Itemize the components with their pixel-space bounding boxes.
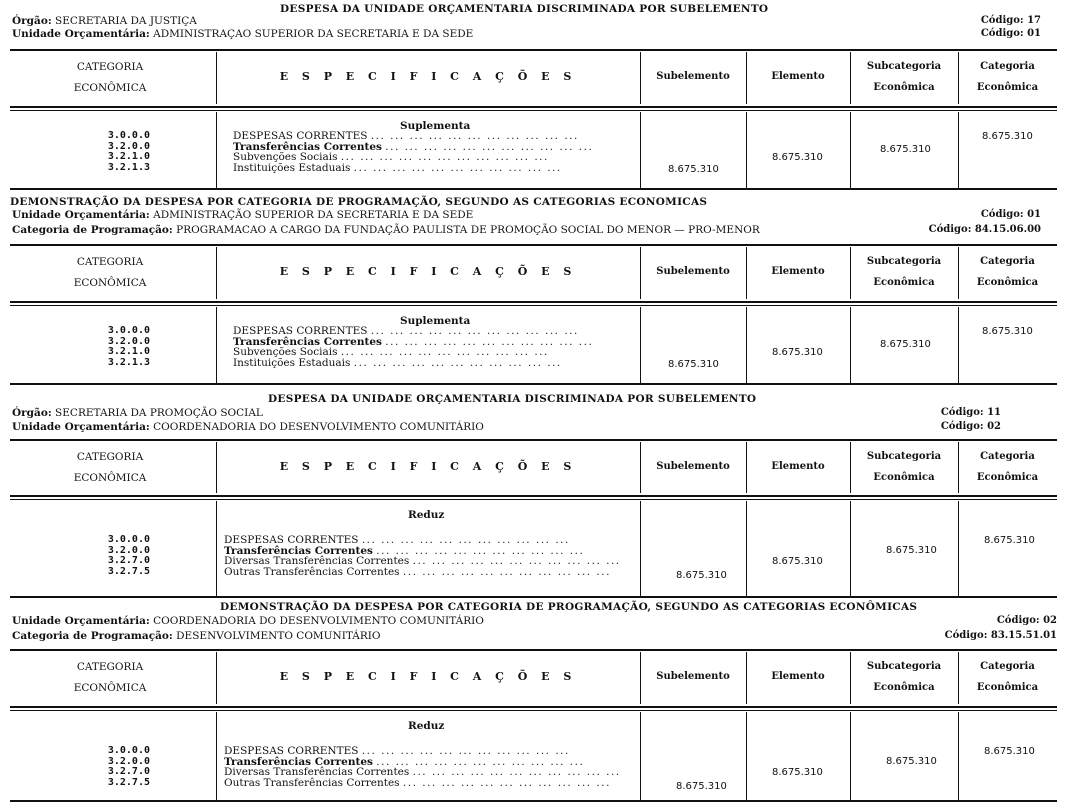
meta-code: Código: 11 bbox=[940, 407, 1001, 418]
header-categoria-col: Categoria bbox=[980, 256, 1035, 267]
spec-item-label: DESPESAS CORRENTES bbox=[224, 534, 359, 546]
spec-item-label: Transferências Correntes bbox=[233, 335, 382, 348]
header-bottom-rule bbox=[10, 301, 1057, 303]
value-elemento: 8.675.310 bbox=[772, 556, 823, 567]
value-elemento: 8.675.310 bbox=[772, 347, 823, 358]
meta-value: COORDENADORIA DO DESENVOLVIMENTO COMUNITÁRIO bbox=[153, 615, 484, 627]
header-elemento: Elemento bbox=[771, 671, 825, 682]
header-bottom-rule-thin bbox=[10, 305, 1057, 306]
meta-code: Código: 83.15.51.01 bbox=[944, 630, 1057, 641]
dot-leader: ... ... ... ... ... ... ... ... ... ... ... bbox=[385, 335, 594, 348]
meta-code: Código: 01 bbox=[980, 28, 1041, 39]
column-divider bbox=[746, 112, 747, 188]
header-categoria-col: Categoria bbox=[980, 61, 1035, 72]
category-code: 3.2.0.0 bbox=[107, 755, 150, 767]
header-especificacoes: E S P E C I F I C A Ç Õ E S bbox=[279, 70, 577, 83]
header-elemento: Elemento bbox=[771, 266, 825, 277]
header-top-rule bbox=[10, 649, 1057, 651]
meta-code: Código: 02 bbox=[940, 421, 1001, 432]
category-code: 3.2.1.3 bbox=[107, 356, 150, 368]
spec-item bbox=[233, 163, 593, 174]
column-divider bbox=[746, 307, 747, 383]
meta-value: ADMINISTRAÇAO SUPERIOR DA SECRETARIA E DA SEDE bbox=[153, 28, 474, 40]
category-code: 3.0.0.0 bbox=[107, 534, 150, 545]
spec-item-label: Subvenções Sociais bbox=[233, 151, 338, 163]
value-categoria: 8.675.310 bbox=[982, 131, 1033, 142]
subhead-label: Suplementa bbox=[400, 120, 471, 132]
value-subelemento: 8.675.310 bbox=[676, 781, 727, 792]
dot-leader: ... ... ... ... ... ... ... ... ... ... ... bbox=[402, 565, 611, 578]
category-code: 3.0.0.0 bbox=[107, 745, 150, 756]
meta-label: Unidade Orçamentária: bbox=[12, 209, 150, 221]
dot-leader: ... ... ... ... ... ... ... ... ... ... ... bbox=[412, 555, 621, 567]
header-subelemento: Subelemento bbox=[656, 671, 730, 682]
value-elemento: 8.675.310 bbox=[772, 152, 823, 163]
column-divider bbox=[958, 712, 959, 800]
category-code: 3.2.7.0 bbox=[107, 555, 150, 566]
header-bottom-rule-thin bbox=[10, 110, 1057, 111]
header-subelemento: Subelemento bbox=[656, 266, 730, 277]
header-categoria-economica: Econômica bbox=[976, 82, 1039, 93]
category-code: 3.2.0.0 bbox=[107, 335, 150, 347]
spec-item-label: Instituições Estaduais bbox=[233, 161, 351, 174]
header-categoria: CATEGORIA bbox=[76, 451, 144, 463]
spec-item-label: DESPESAS CORRENTES bbox=[224, 745, 359, 757]
spec-item-label: Transferências Correntes bbox=[224, 755, 373, 768]
column-divider bbox=[850, 307, 851, 383]
header-especificacoes: E S P E C I F I C A Ç Õ E S bbox=[279, 460, 577, 473]
column-divider bbox=[958, 307, 959, 383]
category-code: 3.2.1.0 bbox=[107, 151, 150, 162]
header-subcategoria-economica: Econômica bbox=[873, 682, 935, 693]
header-economica: ECONÔMICA bbox=[73, 682, 147, 694]
dot-leader: ... ... ... ... ... ... ... ... ... ... ... bbox=[376, 755, 585, 768]
header-bottom-rule bbox=[10, 106, 1057, 108]
subhead-label: Reduz bbox=[408, 720, 445, 732]
spec-item-label: Outras Transferências Correntes bbox=[224, 776, 400, 789]
meta-row bbox=[12, 407, 263, 419]
header-categoria-economica: Econômica bbox=[976, 682, 1039, 693]
spec-items bbox=[233, 131, 593, 173]
value-subcategoria: 8.675.310 bbox=[886, 756, 937, 767]
header-categoria-col: Categoria bbox=[980, 661, 1035, 672]
dot-leader: ... ... ... ... ... ... ... ... ... ... ... bbox=[361, 745, 570, 757]
spec-item-label: Transferências Correntes bbox=[224, 544, 373, 557]
header-especificacoes: E S P E C I F I C A Ç Õ E S bbox=[279, 265, 577, 278]
column-divider bbox=[746, 712, 747, 800]
category-code: 3.2.1.0 bbox=[107, 346, 150, 357]
column-divider bbox=[850, 112, 851, 188]
category-code: 3.2.0.0 bbox=[107, 544, 150, 556]
header-categoria: CATEGORIA bbox=[76, 61, 144, 73]
meta-label: Categoria de Programação: bbox=[12, 224, 173, 236]
column-divider bbox=[640, 501, 641, 596]
dot-leader: ... ... ... ... ... ... ... ... ... ... ... bbox=[340, 346, 549, 358]
column-divider bbox=[746, 501, 747, 596]
column-divider bbox=[850, 501, 851, 596]
dot-leader: ... ... ... ... ... ... ... ... ... ... ... bbox=[412, 766, 621, 778]
header-subelemento: Subelemento bbox=[656, 461, 730, 472]
column-divider bbox=[216, 501, 217, 596]
spec-item-label: Instituições Estaduais bbox=[233, 356, 351, 369]
meta-label: Categoria de Programação: bbox=[12, 630, 173, 642]
category-code: 3.2.0.0 bbox=[107, 140, 150, 152]
header-subcategoria-economica: Econômica bbox=[873, 277, 935, 288]
header-subcategoria: Subcategoria bbox=[866, 661, 942, 672]
header-economica: ECONÔMICA bbox=[73, 277, 147, 289]
header-especificacoes: E S P E C I F I C A Ç Õ E S bbox=[279, 670, 577, 683]
header-top-rule bbox=[10, 49, 1057, 51]
header-economica: ECONÔMICA bbox=[73, 472, 147, 484]
spec-item bbox=[224, 778, 621, 789]
header-top-rule bbox=[10, 439, 1057, 441]
meta-code: Código: 84.15.06.00 bbox=[928, 224, 1041, 235]
value-subelemento: 8.675.310 bbox=[668, 359, 719, 370]
category-code: 3.2.7.5 bbox=[107, 776, 150, 788]
header-bottom-rule bbox=[10, 495, 1057, 497]
category-code: 3.0.0.0 bbox=[107, 325, 150, 336]
meta-row bbox=[12, 615, 484, 627]
meta-code: Código: 17 bbox=[980, 15, 1041, 26]
header-elemento: Elemento bbox=[771, 71, 825, 82]
column-divider bbox=[216, 112, 217, 188]
header-categoria: CATEGORIA bbox=[76, 256, 144, 268]
header-categoria: CATEGORIA bbox=[76, 661, 144, 673]
dot-leader: ... ... ... ... ... ... ... ... ... ... ... bbox=[353, 161, 562, 174]
meta-row bbox=[12, 630, 381, 642]
meta-value: SECRETARIA DA JUSTIÇA bbox=[55, 15, 197, 27]
header-categoria-economica: Econômica bbox=[976, 277, 1039, 288]
codes-list bbox=[80, 326, 150, 368]
block-title: DEMONSTRAÇÃO DA DESPESA POR CATEGORIA DE PROGRAMAÇÃO, SEGUNDO AS CATEGORIAS ECONOMICAS bbox=[10, 196, 708, 208]
spec-item-label: Outras Transferências Correntes bbox=[224, 565, 400, 578]
column-divider bbox=[216, 307, 217, 383]
dot-leader: ... ... ... ... ... ... ... ... ... ... ... bbox=[340, 151, 549, 163]
meta-value: COORDENADORIA DO DESENVOLVIMENTO COMUNITÁRIO bbox=[153, 421, 484, 433]
header-bottom-rule-thin bbox=[10, 710, 1057, 711]
header-bottom-rule bbox=[10, 706, 1057, 708]
header-subcategoria: Subcategoria bbox=[866, 256, 942, 267]
header-subcategoria: Subcategoria bbox=[866, 61, 942, 72]
header-subelemento: Subelemento bbox=[656, 71, 730, 82]
meta-row bbox=[12, 28, 473, 40]
header-subcategoria: Subcategoria bbox=[866, 451, 942, 462]
dot-leader: ... ... ... ... ... ... ... ... ... ... ... bbox=[353, 356, 562, 369]
meta-label: Órgão: bbox=[12, 407, 52, 419]
dot-leader: ... ... ... ... ... ... ... ... ... ... ... bbox=[402, 776, 611, 789]
header-categoria-economica: Econômica bbox=[976, 472, 1039, 483]
meta-label: Unidade Orçamentária: bbox=[12, 615, 150, 627]
category-code: 3.2.7.5 bbox=[107, 565, 150, 577]
column-divider bbox=[640, 712, 641, 800]
codes-list bbox=[80, 131, 150, 173]
dot-leader: ... ... ... ... ... ... ... ... ... ... ... bbox=[361, 534, 570, 546]
subhead-label: Reduz bbox=[408, 509, 445, 521]
spec-items bbox=[224, 535, 621, 577]
spec-item-label: DESPESAS CORRENTES bbox=[233, 325, 368, 337]
spec-item bbox=[224, 567, 621, 578]
codes-list bbox=[80, 535, 150, 577]
dot-leader: ... ... ... ... ... ... ... ... ... ... ... bbox=[370, 325, 579, 337]
header-elemento: Elemento bbox=[771, 461, 825, 472]
meta-value: SECRETARIA DA PROMOÇÃO SOCIAL bbox=[55, 407, 263, 419]
meta-code: Código: 01 bbox=[980, 209, 1041, 220]
meta-row bbox=[12, 421, 484, 433]
meta-value: ADMINISTRAÇÃO SUPERIOR DA SECRETARIA E DA SEDE bbox=[153, 209, 474, 221]
subhead-label: Suplementa bbox=[400, 315, 471, 327]
spec-item-label: Diversas Transferências Correntes bbox=[224, 766, 410, 778]
column-divider bbox=[958, 501, 959, 596]
header-categoria-col: Categoria bbox=[980, 451, 1035, 462]
header-top-rule bbox=[10, 244, 1057, 246]
spec-item-label: DESPESAS CORRENTES bbox=[233, 130, 368, 142]
block-bottom-rule bbox=[10, 188, 1057, 190]
header-bottom-rule-thin bbox=[10, 499, 1057, 500]
header-economica: ECONÔMICA bbox=[73, 82, 147, 94]
spec-item-label: Transferências Correntes bbox=[233, 140, 382, 153]
value-subcategoria: 8.675.310 bbox=[880, 144, 931, 155]
value-subcategoria: 8.675.310 bbox=[886, 545, 937, 556]
meta-label: Unidade Orçamentária: bbox=[12, 421, 150, 433]
value-subcategoria: 8.675.310 bbox=[880, 339, 931, 350]
column-divider bbox=[216, 712, 217, 800]
spec-item-label: Diversas Transferências Correntes bbox=[224, 555, 410, 567]
category-code: 3.2.1.3 bbox=[107, 161, 150, 173]
block-bottom-rule bbox=[10, 383, 1057, 385]
meta-value: PROGRAMACAO A CARGO DA FUNDAÇÃO PAULISTA DE PROMOÇÃO SOCIAL DO MENOR — PRO-MENOR bbox=[176, 224, 760, 236]
meta-row bbox=[12, 15, 197, 27]
meta-label: Órgão: bbox=[12, 15, 52, 27]
column-divider bbox=[958, 112, 959, 188]
category-code: 3.0.0.0 bbox=[107, 130, 150, 141]
category-code: 3.2.7.0 bbox=[107, 766, 150, 777]
dot-leader: ... ... ... ... ... ... ... ... ... ... ... bbox=[385, 140, 594, 153]
block-title: DEMONSTRAÇÃO DA DESPESA POR CATEGORIA DE PROGRAMAÇÃO, SEGUNDO AS CATEGORIAS ECONÔMICAS bbox=[220, 601, 918, 613]
meta-label: Unidade Orçamentária: bbox=[12, 28, 150, 40]
meta-row bbox=[12, 209, 473, 221]
codes-list bbox=[80, 746, 150, 788]
spec-items bbox=[224, 746, 621, 788]
spec-item bbox=[233, 358, 593, 369]
meta-code: Código: 02 bbox=[996, 615, 1057, 626]
header-subcategoria-economica: Econômica bbox=[873, 472, 935, 483]
header-subcategoria-economica: Econômica bbox=[873, 82, 935, 93]
column-divider bbox=[850, 712, 851, 800]
value-subelemento: 8.675.310 bbox=[676, 570, 727, 581]
block-title: DESPESA DA UNIDADE ORÇAMENTARIA DISCRIMINADA POR SUBELEMENTO bbox=[268, 393, 757, 405]
block-bottom-rule bbox=[10, 596, 1057, 598]
value-categoria: 8.675.310 bbox=[984, 746, 1035, 757]
meta-value: DESENVOLVIMENTO COMUNITÁRIO bbox=[176, 630, 381, 642]
value-subelemento: 8.675.310 bbox=[668, 164, 719, 175]
spec-items bbox=[233, 326, 593, 368]
value-categoria: 8.675.310 bbox=[982, 326, 1033, 337]
value-categoria: 8.675.310 bbox=[984, 535, 1035, 546]
block-title: DESPESA DA UNIDADE ORÇAMENTARIA DISCRIMINADA POR SUBELEMENTO bbox=[280, 3, 769, 15]
value-elemento: 8.675.310 bbox=[772, 767, 823, 778]
column-divider bbox=[640, 307, 641, 383]
spec-item-label: Subvenções Sociais bbox=[233, 346, 338, 358]
dot-leader: ... ... ... ... ... ... ... ... ... ... ... bbox=[376, 544, 585, 557]
meta-row bbox=[12, 224, 760, 236]
dot-leader: ... ... ... ... ... ... ... ... ... ... ... bbox=[370, 130, 579, 142]
column-divider bbox=[640, 112, 641, 188]
